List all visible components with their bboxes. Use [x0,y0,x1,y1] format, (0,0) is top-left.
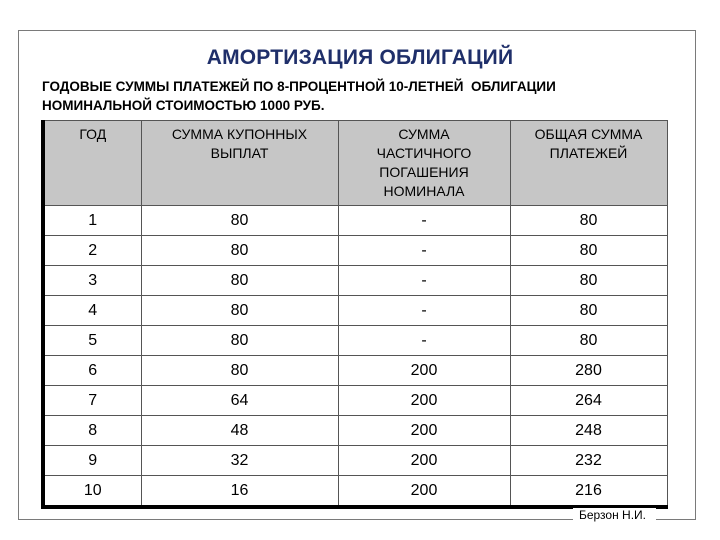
cell-coupon: 80 [141,266,338,296]
table-header-row [43,121,667,206]
header-coupon-line-2: ВЫПЛАТ [210,145,269,161]
caption-line-2: НОМИНАЛЬНОЙ СТОИМОСТЬЮ 1000 РУБ. [42,98,325,113]
table-row [43,236,667,266]
table-row [43,476,667,508]
header-total-line-2: ПЛАТЕЖЕЙ [549,145,628,161]
header-coupon-line-1: СУММА КУПОННЫХ [171,126,308,142]
header-partial-redemption [338,121,510,206]
cell-partial: 200 [338,416,510,446]
cell-coupon: 32 [141,446,338,476]
cell-year: 4 [43,296,141,326]
header-coupon [141,121,338,206]
cell-coupon: 80 [141,236,338,266]
cell-total: 80 [510,236,667,266]
header-year [43,121,141,206]
cell-coupon: 48 [141,416,338,446]
cell-year: 2 [43,236,141,266]
cell-partial: - [338,206,510,236]
cell-coupon: 16 [141,476,338,508]
header-partial-line-1: СУММА [398,126,450,142]
cell-total: 280 [510,356,667,386]
header-partial-line-2: ЧАСТИЧНОГО [376,145,472,161]
cell-coupon: 80 [141,326,338,356]
caption-line-1: ГОДОВЫЕ СУММЫ ПЛАТЕЖЕЙ ПО 8-ПРОЦЕНТНОЙ 10-ЛЕТНЕЙ ОБЛИГАЦИИ [42,79,556,94]
cell-year: 9 [43,446,141,476]
table-row [43,296,667,326]
cell-total: 248 [510,416,667,446]
cell-year: 8 [43,416,141,446]
cell-coupon: 64 [141,386,338,416]
cell-total: 80 [510,296,667,326]
table-row [43,356,667,386]
table-row [43,266,667,296]
cell-year: 10 [43,476,141,508]
header-partial-line-3: ПОГАШЕНИЯ [379,164,469,180]
cell-partial: 200 [338,476,510,508]
cell-year: 5 [43,326,141,356]
table-row [43,416,667,446]
cell-coupon: 80 [141,206,338,236]
cell-coupon: 80 [141,356,338,386]
header-total-payment [510,121,667,206]
cell-year: 3 [43,266,141,296]
cell-year: 6 [43,356,141,386]
table-row [43,446,667,476]
page-title: АМОРТИЗАЦИЯ ОБЛИГАЦИЙ [206,46,514,69]
cell-partial: - [338,326,510,356]
cell-partial: 200 [338,386,510,416]
cell-total: 80 [510,206,667,236]
cell-year: 1 [43,206,141,236]
table-row [43,326,667,356]
cell-year: 7 [43,386,141,416]
header-total-line-1: ОБЩАЯ СУММА [534,126,643,142]
header-partial-line-4: НОМИНАЛА [383,183,465,199]
amortization-table [41,120,668,509]
cell-partial: - [338,296,510,326]
table-row [43,206,667,236]
cell-partial: - [338,236,510,266]
table-row [43,386,667,416]
cell-total: 80 [510,326,667,356]
header-year-line-1: ГОД [79,126,107,142]
cell-total: 264 [510,386,667,416]
cell-total: 216 [510,476,667,508]
cell-partial: - [338,266,510,296]
author-credit: Берзон Н.И. [573,508,656,522]
cell-partial: 200 [338,356,510,386]
cell-partial: 200 [338,446,510,476]
table-caption [42,77,682,115]
cell-coupon: 80 [141,296,338,326]
cell-total: 80 [510,266,667,296]
cell-total: 232 [510,446,667,476]
